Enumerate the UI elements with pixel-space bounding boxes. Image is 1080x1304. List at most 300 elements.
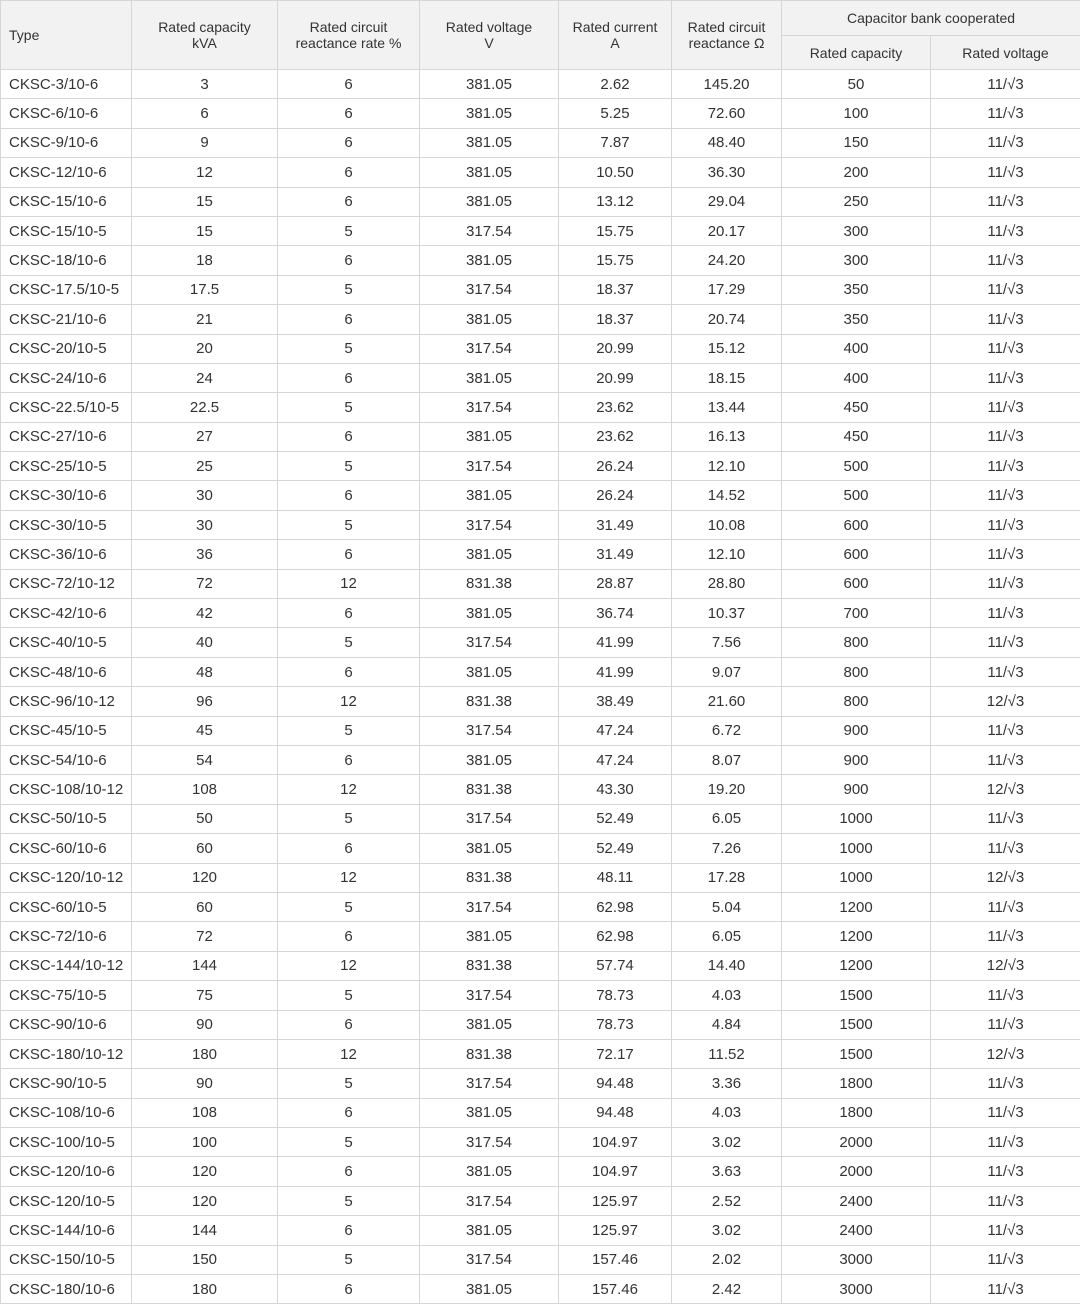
cell-bank-voltage: 11/√3 bbox=[931, 922, 1080, 951]
cell-bank-voltage: 11/√3 bbox=[931, 540, 1080, 569]
cell-bank-voltage: 11/√3 bbox=[931, 158, 1080, 187]
table-row bbox=[1, 99, 1080, 128]
cell-rated-current: 36.74 bbox=[559, 599, 672, 628]
cell-rated-voltage: 381.05 bbox=[420, 246, 559, 275]
cell-rated-current: 47.24 bbox=[559, 716, 672, 745]
cell-rated-voltage: 381.05 bbox=[420, 1157, 559, 1186]
cell-rated-current: 78.73 bbox=[559, 1010, 672, 1039]
cell-rated-current: 2.62 bbox=[559, 70, 672, 99]
cell-rated-capacity: 120 bbox=[132, 863, 278, 892]
table-row bbox=[1, 158, 1080, 187]
cell-type: CKSC-180/10-6 bbox=[1, 1275, 132, 1304]
cell-reactance: 28.80 bbox=[672, 569, 782, 598]
table-row bbox=[1, 305, 1080, 334]
cell-bank-capacity: 900 bbox=[782, 716, 931, 745]
cell-rated-voltage: 317.54 bbox=[420, 1069, 559, 1098]
cell-type: CKSC-25/10-5 bbox=[1, 452, 132, 481]
cell-bank-capacity: 50 bbox=[782, 70, 931, 99]
cell-reactance: 12.10 bbox=[672, 540, 782, 569]
cell-rated-capacity: 180 bbox=[132, 1039, 278, 1068]
cell-reactance-rate: 6 bbox=[278, 363, 420, 392]
cell-bank-voltage: 11/√3 bbox=[931, 510, 1080, 539]
cell-rated-voltage: 381.05 bbox=[420, 187, 559, 216]
cell-bank-voltage: 11/√3 bbox=[931, 128, 1080, 157]
cell-reactance-rate: 6 bbox=[278, 1098, 420, 1127]
cell-bank-capacity: 1500 bbox=[782, 1010, 931, 1039]
cell-type: CKSC-108/10-6 bbox=[1, 1098, 132, 1127]
cell-rated-voltage: 317.54 bbox=[420, 452, 559, 481]
cell-reactance: 14.40 bbox=[672, 951, 782, 980]
cell-bank-voltage: 11/√3 bbox=[931, 246, 1080, 275]
cell-rated-voltage: 381.05 bbox=[420, 1216, 559, 1245]
cell-type: CKSC-3/10-6 bbox=[1, 70, 132, 99]
header-rated-capacity-line1: Rated capacity bbox=[132, 19, 277, 35]
cell-reactance: 10.37 bbox=[672, 599, 782, 628]
cell-bank-voltage: 11/√3 bbox=[931, 393, 1080, 422]
cell-reactance: 5.04 bbox=[672, 892, 782, 921]
cell-type: CKSC-75/10-5 bbox=[1, 981, 132, 1010]
table-row bbox=[1, 628, 1080, 657]
table-row bbox=[1, 745, 1080, 774]
cell-bank-capacity: 800 bbox=[782, 628, 931, 657]
cell-reactance: 3.63 bbox=[672, 1157, 782, 1186]
cell-bank-capacity: 200 bbox=[782, 158, 931, 187]
table-row bbox=[1, 1216, 1080, 1245]
cell-rated-current: 28.87 bbox=[559, 569, 672, 598]
cell-rated-capacity: 180 bbox=[132, 1275, 278, 1304]
cell-rated-current: 26.24 bbox=[559, 481, 672, 510]
cell-reactance-rate: 6 bbox=[278, 599, 420, 628]
cell-rated-capacity: 48 bbox=[132, 657, 278, 686]
cell-type: CKSC-120/10-12 bbox=[1, 863, 132, 892]
cell-reactance: 7.56 bbox=[672, 628, 782, 657]
cell-reactance-rate: 6 bbox=[278, 158, 420, 187]
cell-rated-voltage: 317.54 bbox=[420, 393, 559, 422]
cell-reactance-rate: 6 bbox=[278, 246, 420, 275]
cell-bank-capacity: 1200 bbox=[782, 892, 931, 921]
cell-reactance-rate: 6 bbox=[278, 305, 420, 334]
cell-reactance: 3.02 bbox=[672, 1128, 782, 1157]
cell-rated-current: 62.98 bbox=[559, 922, 672, 951]
table-row bbox=[1, 216, 1080, 245]
cell-bank-voltage: 11/√3 bbox=[931, 745, 1080, 774]
cell-reactance: 24.20 bbox=[672, 246, 782, 275]
cell-bank-voltage: 11/√3 bbox=[931, 275, 1080, 304]
table-row bbox=[1, 1275, 1080, 1304]
header-reactance-rate-line2: reactance rate % bbox=[278, 35, 419, 51]
header-reactance-rate bbox=[278, 1, 420, 70]
cell-type: CKSC-12/10-6 bbox=[1, 158, 132, 187]
cell-reactance: 10.08 bbox=[672, 510, 782, 539]
header-rated-current-line1: Rated current bbox=[559, 19, 671, 35]
table-row bbox=[1, 1186, 1080, 1215]
cell-rated-capacity: 6 bbox=[132, 99, 278, 128]
cell-bank-capacity: 3000 bbox=[782, 1275, 931, 1304]
cell-bank-capacity: 800 bbox=[782, 687, 931, 716]
cell-rated-current: 52.49 bbox=[559, 834, 672, 863]
cell-rated-current: 78.73 bbox=[559, 981, 672, 1010]
cell-reactance: 7.26 bbox=[672, 834, 782, 863]
header-bank-voltage: Rated voltage bbox=[931, 36, 1080, 70]
header-reactance-line2: reactance Ω bbox=[672, 35, 781, 51]
cell-rated-voltage: 317.54 bbox=[420, 216, 559, 245]
cell-reactance: 8.07 bbox=[672, 745, 782, 774]
cell-rated-voltage: 381.05 bbox=[420, 922, 559, 951]
cell-type: CKSC-100/10-5 bbox=[1, 1128, 132, 1157]
cell-reactance-rate: 6 bbox=[278, 1010, 420, 1039]
cell-rated-voltage: 381.05 bbox=[420, 1010, 559, 1039]
table-row bbox=[1, 569, 1080, 598]
cell-rated-current: 20.99 bbox=[559, 363, 672, 392]
header-reactance-line1: Rated circuit bbox=[672, 19, 781, 35]
cell-rated-current: 15.75 bbox=[559, 246, 672, 275]
cell-rated-capacity: 36 bbox=[132, 540, 278, 569]
cell-rated-capacity: 108 bbox=[132, 1098, 278, 1127]
cell-reactance-rate: 12 bbox=[278, 569, 420, 598]
cell-type: CKSC-72/10-12 bbox=[1, 569, 132, 598]
cell-type: CKSC-21/10-6 bbox=[1, 305, 132, 334]
header-type: Type bbox=[1, 1, 132, 70]
cell-bank-capacity: 250 bbox=[782, 187, 931, 216]
cell-bank-capacity: 1200 bbox=[782, 951, 931, 980]
cell-rated-current: 41.99 bbox=[559, 657, 672, 686]
cell-rated-capacity: 22.5 bbox=[132, 393, 278, 422]
cell-rated-capacity: 25 bbox=[132, 452, 278, 481]
cell-rated-capacity: 54 bbox=[132, 745, 278, 774]
cell-reactance-rate: 5 bbox=[278, 1186, 420, 1215]
cell-reactance-rate: 5 bbox=[278, 452, 420, 481]
cell-rated-voltage: 317.54 bbox=[420, 275, 559, 304]
cell-rated-capacity: 45 bbox=[132, 716, 278, 745]
table-row bbox=[1, 70, 1080, 99]
cell-bank-voltage: 11/√3 bbox=[931, 804, 1080, 833]
cell-rated-voltage: 381.05 bbox=[420, 599, 559, 628]
cell-type: CKSC-36/10-6 bbox=[1, 540, 132, 569]
cell-rated-voltage: 381.05 bbox=[420, 657, 559, 686]
cell-rated-current: 125.97 bbox=[559, 1216, 672, 1245]
cell-reactance: 3.36 bbox=[672, 1069, 782, 1098]
table-row bbox=[1, 540, 1080, 569]
cell-bank-capacity: 2400 bbox=[782, 1216, 931, 1245]
cell-bank-capacity: 1500 bbox=[782, 981, 931, 1010]
cell-rated-current: 31.49 bbox=[559, 510, 672, 539]
table-row bbox=[1, 687, 1080, 716]
cell-rated-capacity: 100 bbox=[132, 1128, 278, 1157]
cell-bank-capacity: 150 bbox=[782, 128, 931, 157]
cell-rated-voltage: 381.05 bbox=[420, 70, 559, 99]
cell-reactance-rate: 5 bbox=[278, 1128, 420, 1157]
cell-reactance-rate: 6 bbox=[278, 187, 420, 216]
cell-rated-current: 104.97 bbox=[559, 1157, 672, 1186]
cell-rated-voltage: 317.54 bbox=[420, 510, 559, 539]
table-row bbox=[1, 892, 1080, 921]
cell-bank-voltage: 11/√3 bbox=[931, 1098, 1080, 1127]
cell-bank-capacity: 450 bbox=[782, 422, 931, 451]
cell-rated-capacity: 18 bbox=[132, 246, 278, 275]
cell-rated-capacity: 90 bbox=[132, 1069, 278, 1098]
table-row bbox=[1, 481, 1080, 510]
cell-reactance: 18.15 bbox=[672, 363, 782, 392]
cell-type: CKSC-30/10-6 bbox=[1, 481, 132, 510]
cell-rated-capacity: 30 bbox=[132, 510, 278, 539]
cell-reactance-rate: 12 bbox=[278, 1039, 420, 1068]
cell-bank-voltage: 11/√3 bbox=[931, 1275, 1080, 1304]
cell-type: CKSC-18/10-6 bbox=[1, 246, 132, 275]
cell-rated-voltage: 381.05 bbox=[420, 745, 559, 774]
cell-reactance-rate: 6 bbox=[278, 70, 420, 99]
cell-bank-capacity: 1800 bbox=[782, 1098, 931, 1127]
table-row bbox=[1, 1157, 1080, 1186]
cell-rated-voltage: 381.05 bbox=[420, 540, 559, 569]
table-row bbox=[1, 422, 1080, 451]
cell-rated-voltage: 831.38 bbox=[420, 687, 559, 716]
cell-reactance-rate: 12 bbox=[278, 775, 420, 804]
cell-rated-current: 72.17 bbox=[559, 1039, 672, 1068]
cell-type: CKSC-120/10-6 bbox=[1, 1157, 132, 1186]
cell-rated-capacity: 17.5 bbox=[132, 275, 278, 304]
cell-bank-capacity: 2400 bbox=[782, 1186, 931, 1215]
cell-rated-capacity: 120 bbox=[132, 1157, 278, 1186]
cell-reactance-rate: 5 bbox=[278, 892, 420, 921]
cell-bank-capacity: 350 bbox=[782, 305, 931, 334]
cell-bank-voltage: 11/√3 bbox=[931, 481, 1080, 510]
cell-bank-voltage: 11/√3 bbox=[931, 1245, 1080, 1274]
cell-rated-voltage: 317.54 bbox=[420, 628, 559, 657]
cell-bank-voltage: 11/√3 bbox=[931, 70, 1080, 99]
cell-bank-capacity: 900 bbox=[782, 745, 931, 774]
cell-rated-capacity: 9 bbox=[132, 128, 278, 157]
cell-reactance: 72.60 bbox=[672, 99, 782, 128]
cell-rated-current: 48.11 bbox=[559, 863, 672, 892]
cell-reactance: 15.12 bbox=[672, 334, 782, 363]
table-body bbox=[1, 70, 1080, 1304]
table-row bbox=[1, 128, 1080, 157]
cell-rated-current: 5.25 bbox=[559, 99, 672, 128]
cell-bank-capacity: 1000 bbox=[782, 804, 931, 833]
cell-reactance-rate: 6 bbox=[278, 1157, 420, 1186]
cell-rated-voltage: 381.05 bbox=[420, 1275, 559, 1304]
cell-rated-current: 10.50 bbox=[559, 158, 672, 187]
cell-reactance-rate: 6 bbox=[278, 922, 420, 951]
header-reactance bbox=[672, 1, 782, 70]
cell-rated-voltage: 381.05 bbox=[420, 422, 559, 451]
cell-rated-current: 104.97 bbox=[559, 1128, 672, 1157]
cell-bank-voltage: 12/√3 bbox=[931, 775, 1080, 804]
cell-type: CKSC-27/10-6 bbox=[1, 422, 132, 451]
cell-reactance: 17.29 bbox=[672, 275, 782, 304]
cell-reactance: 17.28 bbox=[672, 863, 782, 892]
cell-reactance-rate: 6 bbox=[278, 1216, 420, 1245]
cell-rated-current: 15.75 bbox=[559, 216, 672, 245]
cell-rated-current: 157.46 bbox=[559, 1245, 672, 1274]
cell-bank-capacity: 350 bbox=[782, 275, 931, 304]
cell-type: CKSC-42/10-6 bbox=[1, 599, 132, 628]
cell-reactance: 2.02 bbox=[672, 1245, 782, 1274]
cell-rated-current: 62.98 bbox=[559, 892, 672, 921]
cell-bank-voltage: 11/√3 bbox=[931, 216, 1080, 245]
cell-type: CKSC-40/10-5 bbox=[1, 628, 132, 657]
table-row bbox=[1, 187, 1080, 216]
cell-reactance: 29.04 bbox=[672, 187, 782, 216]
table-row bbox=[1, 951, 1080, 980]
cell-bank-voltage: 11/√3 bbox=[931, 1128, 1080, 1157]
table-row bbox=[1, 1010, 1080, 1039]
cell-rated-current: 157.46 bbox=[559, 1275, 672, 1304]
cell-bank-voltage: 11/√3 bbox=[931, 657, 1080, 686]
cell-reactance-rate: 6 bbox=[278, 657, 420, 686]
cell-rated-capacity: 27 bbox=[132, 422, 278, 451]
cell-bank-capacity: 600 bbox=[782, 569, 931, 598]
cell-reactance-rate: 5 bbox=[278, 1245, 420, 1274]
table-row bbox=[1, 834, 1080, 863]
cell-rated-voltage: 317.54 bbox=[420, 1245, 559, 1274]
table-row bbox=[1, 1039, 1080, 1068]
cell-bank-capacity: 1000 bbox=[782, 834, 931, 863]
cell-rated-capacity: 15 bbox=[132, 216, 278, 245]
cell-bank-capacity: 2000 bbox=[782, 1128, 931, 1157]
cell-reactance-rate: 6 bbox=[278, 422, 420, 451]
cell-rated-capacity: 60 bbox=[132, 834, 278, 863]
cell-bank-voltage: 11/√3 bbox=[931, 452, 1080, 481]
table-row bbox=[1, 657, 1080, 686]
cell-bank-capacity: 500 bbox=[782, 452, 931, 481]
cell-reactance-rate: 12 bbox=[278, 951, 420, 980]
cell-rated-capacity: 75 bbox=[132, 981, 278, 1010]
cell-reactance: 48.40 bbox=[672, 128, 782, 157]
cell-type: CKSC-60/10-5 bbox=[1, 892, 132, 921]
cell-bank-capacity: 100 bbox=[782, 99, 931, 128]
cell-rated-capacity: 144 bbox=[132, 1216, 278, 1245]
cell-reactance-rate: 5 bbox=[278, 334, 420, 363]
table-row bbox=[1, 363, 1080, 392]
table-row bbox=[1, 775, 1080, 804]
cell-rated-capacity: 144 bbox=[132, 951, 278, 980]
table-row bbox=[1, 452, 1080, 481]
cell-reactance: 13.44 bbox=[672, 393, 782, 422]
cell-reactance: 20.74 bbox=[672, 305, 782, 334]
cell-rated-current: 26.24 bbox=[559, 452, 672, 481]
cell-type: CKSC-144/10-12 bbox=[1, 951, 132, 980]
table-row bbox=[1, 1128, 1080, 1157]
cell-rated-current: 57.74 bbox=[559, 951, 672, 980]
cell-rated-current: 43.30 bbox=[559, 775, 672, 804]
cell-type: CKSC-20/10-5 bbox=[1, 334, 132, 363]
cell-type: CKSC-180/10-12 bbox=[1, 1039, 132, 1068]
header-bank-capacity: Rated capacity bbox=[782, 36, 931, 70]
cell-rated-capacity: 120 bbox=[132, 1186, 278, 1215]
cell-type: CKSC-15/10-5 bbox=[1, 216, 132, 245]
table-row bbox=[1, 275, 1080, 304]
cell-reactance: 19.20 bbox=[672, 775, 782, 804]
cell-bank-voltage: 11/√3 bbox=[931, 1157, 1080, 1186]
cell-bank-voltage: 11/√3 bbox=[931, 1010, 1080, 1039]
cell-type: CKSC-90/10-6 bbox=[1, 1010, 132, 1039]
cell-bank-voltage: 11/√3 bbox=[931, 569, 1080, 598]
cell-reactance: 6.05 bbox=[672, 922, 782, 951]
cell-reactance-rate: 6 bbox=[278, 540, 420, 569]
cell-bank-voltage: 11/√3 bbox=[931, 1186, 1080, 1215]
cell-rated-capacity: 60 bbox=[132, 892, 278, 921]
cell-bank-capacity: 450 bbox=[782, 393, 931, 422]
cell-bank-capacity: 1800 bbox=[782, 1069, 931, 1098]
cell-bank-voltage: 11/√3 bbox=[931, 834, 1080, 863]
cell-bank-capacity: 1200 bbox=[782, 922, 931, 951]
cell-bank-capacity: 500 bbox=[782, 481, 931, 510]
cell-bank-voltage: 12/√3 bbox=[931, 1039, 1080, 1068]
header-rated-capacity bbox=[132, 1, 278, 70]
cell-type: CKSC-24/10-6 bbox=[1, 363, 132, 392]
cell-rated-current: 41.99 bbox=[559, 628, 672, 657]
cell-bank-capacity: 300 bbox=[782, 246, 931, 275]
cell-rated-capacity: 21 bbox=[132, 305, 278, 334]
cell-reactance-rate: 6 bbox=[278, 834, 420, 863]
cell-rated-capacity: 90 bbox=[132, 1010, 278, 1039]
cell-rated-capacity: 40 bbox=[132, 628, 278, 657]
cell-type: CKSC-54/10-6 bbox=[1, 745, 132, 774]
cell-type: CKSC-108/10-12 bbox=[1, 775, 132, 804]
cell-rated-voltage: 317.54 bbox=[420, 716, 559, 745]
table-header bbox=[1, 1, 1080, 70]
cell-rated-capacity: 72 bbox=[132, 569, 278, 598]
cell-reactance-rate: 6 bbox=[278, 481, 420, 510]
table-row bbox=[1, 510, 1080, 539]
cell-rated-capacity: 3 bbox=[132, 70, 278, 99]
cell-rated-capacity: 150 bbox=[132, 1245, 278, 1274]
cell-rated-voltage: 381.05 bbox=[420, 363, 559, 392]
table-row bbox=[1, 863, 1080, 892]
cell-reactance-rate: 5 bbox=[278, 510, 420, 539]
cell-rated-current: 20.99 bbox=[559, 334, 672, 363]
cell-bank-capacity: 1500 bbox=[782, 1039, 931, 1068]
cell-rated-voltage: 831.38 bbox=[420, 951, 559, 980]
header-rated-voltage-line2: V bbox=[420, 35, 558, 51]
cell-rated-capacity: 72 bbox=[132, 922, 278, 951]
cell-rated-capacity: 50 bbox=[132, 804, 278, 833]
table-row bbox=[1, 1098, 1080, 1127]
cell-type: CKSC-9/10-6 bbox=[1, 128, 132, 157]
cell-reactance: 11.52 bbox=[672, 1039, 782, 1068]
cell-rated-voltage: 381.05 bbox=[420, 158, 559, 187]
cell-type: CKSC-15/10-6 bbox=[1, 187, 132, 216]
cell-reactance-rate: 6 bbox=[278, 745, 420, 774]
table-row bbox=[1, 1069, 1080, 1098]
cell-bank-voltage: 11/√3 bbox=[931, 628, 1080, 657]
cell-reactance-rate: 12 bbox=[278, 863, 420, 892]
cell-rated-current: 18.37 bbox=[559, 275, 672, 304]
cell-rated-capacity: 108 bbox=[132, 775, 278, 804]
cell-bank-capacity: 600 bbox=[782, 540, 931, 569]
cell-type: CKSC-90/10-5 bbox=[1, 1069, 132, 1098]
header-rated-current bbox=[559, 1, 672, 70]
table-row bbox=[1, 599, 1080, 628]
cell-rated-voltage: 381.05 bbox=[420, 305, 559, 334]
cell-bank-capacity: 900 bbox=[782, 775, 931, 804]
header-reactance-rate-line1: Rated circuit bbox=[278, 19, 419, 35]
cell-rated-voltage: 831.38 bbox=[420, 1039, 559, 1068]
cell-rated-voltage: 381.05 bbox=[420, 128, 559, 157]
cell-bank-voltage: 11/√3 bbox=[931, 187, 1080, 216]
cell-reactance: 6.05 bbox=[672, 804, 782, 833]
cell-bank-capacity: 800 bbox=[782, 657, 931, 686]
cell-reactance: 12.10 bbox=[672, 452, 782, 481]
cell-reactance-rate: 6 bbox=[278, 128, 420, 157]
cell-rated-voltage: 317.54 bbox=[420, 892, 559, 921]
cell-type: CKSC-6/10-6 bbox=[1, 99, 132, 128]
cell-type: CKSC-50/10-5 bbox=[1, 804, 132, 833]
table-row bbox=[1, 1245, 1080, 1274]
cell-reactance: 36.30 bbox=[672, 158, 782, 187]
cell-bank-voltage: 11/√3 bbox=[931, 305, 1080, 334]
